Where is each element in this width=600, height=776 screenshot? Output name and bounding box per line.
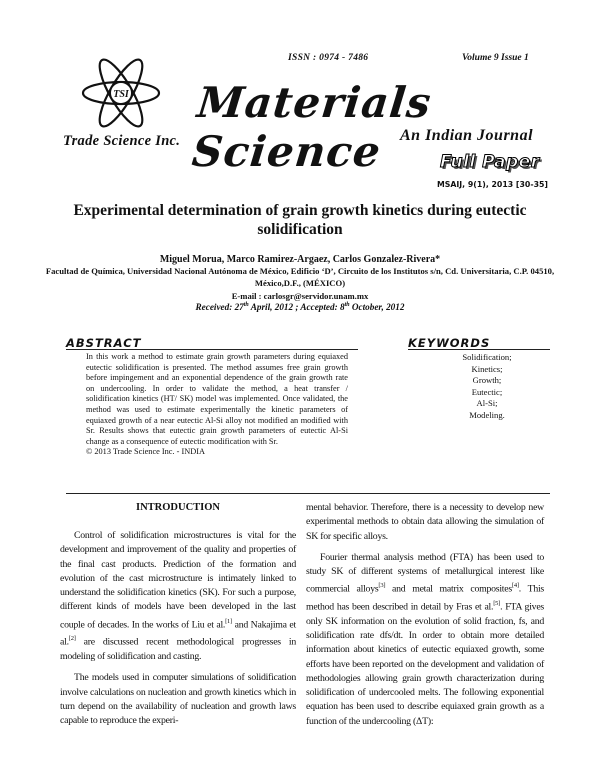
- tsi-atom-logo: [78, 58, 164, 128]
- journal-subtitle: An Indian Journal: [400, 127, 534, 144]
- abstract-body: [86, 352, 348, 458]
- intro-paragraph-1: Control of solidification microstructures is vital for the development and improvement of the quality and properties of the final cast products. Prediction of the formation and evolution of the cast microstructure is intimately linked to understand the solidification kinetics (SK). For such a purpose, different kinds of models have been developed in the last couple of decades. In the works of Liu et al.[1] and Nakajima et al.[2] are discussed recent methodological progresses in modeling of solidification and casting.: [60, 530, 297, 662]
- volume-issue: Volume 9 Issue 1: [462, 53, 529, 63]
- affiliation: Facultad de Química, Universidad Nacional Autónoma de México, Edificio ‘D’, Circuito de los Institutos s/n, Cd. Universitaria, C.P. 04510, México,D.F., (MÉXICO): [45, 266, 555, 288]
- introduction-heading: INTRODUCTION: [135, 502, 220, 513]
- keyword-item: Modeling.: [469, 409, 505, 420]
- keyword-item: Eutectic;: [471, 386, 503, 397]
- article-title: Experimental determination of grain growth kinetics during eutectic solidification: [73, 202, 527, 238]
- section-divider: [66, 493, 550, 494]
- column-left: [60, 529, 296, 728]
- copyright: © 2013 Trade Science Inc. - INDIA: [86, 447, 205, 457]
- keywords-heading: KEYWORDS: [408, 336, 491, 350]
- keyword-item: Kinetics;: [471, 363, 503, 374]
- abstract-rule: [66, 349, 358, 350]
- keywords-list: [432, 352, 542, 421]
- column-right: [306, 501, 544, 729]
- publisher: Trade Science Inc.: [63, 133, 181, 149]
- intro-paragraph-2-cont: mental behavior. Therefore, there is a necessity to develop new experimental methods to obtain data allowing the simulation of SK for specific alloys.: [306, 502, 544, 542]
- keyword-item: Solidification;: [462, 352, 512, 362]
- abstract-text: In this work a method to estimate grain growth parameters during equiaxed eutectic solidification is presented. The method assumes free grain growth before impingement and an exponential dependence of the grain growth rate on undercooling. In order to validate the method, a heat transfer / solidification kinetics (HT/ SK) model was implemented. Once validated, the method was used to estimate experimentally the kinetic parameters of equiaxed growth of a near eutectic Al-Si alloy not modified an modified with Sr. Results shows that eutectic grain growth parameters of eutectic Al-Si change as a consequence of eutectic modification with Sr.: [86, 352, 348, 446]
- dates: Received: 27th April, 2012 ; Accepted: 8th October, 2012: [195, 302, 405, 313]
- intro-paragraph-2: The models used in computer simulations of solidification involve calculations on nucleation and growth kinetics which in turn depend on the availability of nucleation and growth laws capable to reproduce the experi-: [60, 672, 296, 727]
- keywords-rule: [408, 349, 550, 350]
- keyword-item: Growth;: [472, 375, 502, 385]
- issn: ISSN : 0974 - 7486: [288, 53, 369, 63]
- abstract-heading: ABSTRACT: [66, 336, 142, 350]
- intro-paragraph-3: Fourier thermal analysis method (FTA) has been used to study SK of different systems of metallurgical interest like commercial alloys[3] and metal matrix composites[4]. This method has been described in detail by Fras et al.[5]. FTA gives only SK information on the evolution of solid fraction, fs, and solidification rate dfs/dt. In order to obtain more detailed information about kinetics of eutectic equiaxed growth, some efforts have been reported on the development and validation of methodologies allowing grain growth characterization during solidification of undercooled melts. The following exponential equation has been used to describe equiaxed grain growth as a function of the undercooling (ΔT):: [306, 551, 544, 727]
- citation: MSAIJ, 9(1), 2013 [30-35]: [436, 180, 548, 189]
- logo-text: TSI: [113, 89, 129, 100]
- authors: Miguel Morua, Marco Ramirez-Argaez, Carlos Gonzalez-Rivera*: [159, 254, 441, 265]
- paper-type: Full Paper: [440, 152, 540, 172]
- keyword-item: Al-Si;: [476, 398, 498, 408]
- journal-brand: Materials Science: [189, 78, 434, 176]
- email: E-mail : carlosgr@servidor.unam.mx: [231, 291, 369, 301]
